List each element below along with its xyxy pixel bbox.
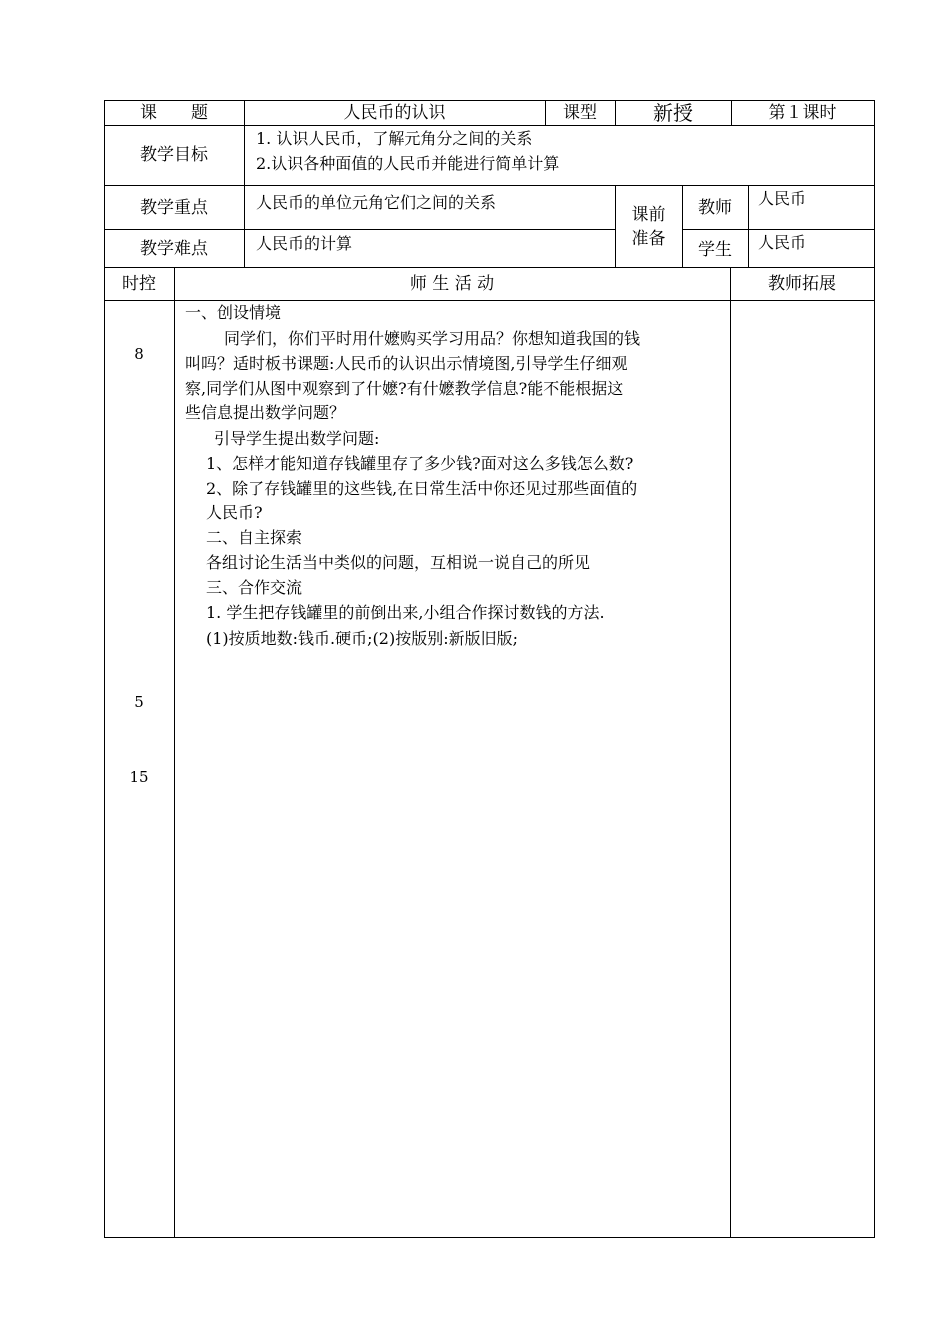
- rule-label-col: [244, 100, 245, 268]
- activity-line: 2、除了存钱罐里的这些钱,在日常生活中你还见过那些面值的: [206, 479, 638, 498]
- prep-teacher-value: 人民币: [758, 189, 807, 208]
- activity-line: 些信息提出数学问题？: [185, 403, 346, 422]
- prep-label: 准备: [631, 229, 666, 249]
- rule-prep-value: [748, 185, 749, 268]
- time-value: 15: [129, 768, 149, 786]
- extension-cell: [731, 301, 874, 1237]
- lesson-period: 第１课时: [768, 103, 837, 123]
- rule-right: [874, 100, 875, 1238]
- rule-time-col: [174, 267, 175, 1238]
- rule-header-bottom: [104, 125, 875, 126]
- prep-label: 课前: [631, 205, 666, 225]
- rule-prep-left: [615, 185, 616, 268]
- rule-left: [104, 100, 105, 1238]
- activity-line: 人民币?: [206, 503, 263, 522]
- difficulty-label: 教学难点: [140, 239, 208, 259]
- rule-focus-bottom: [104, 229, 616, 230]
- activity-line: 叫吗？适时板书课题:人民币的认识出示情境图,引导学生仔细观: [185, 354, 628, 373]
- activity-line: 1、怎样才能知道存钱罐里存了多少钱?面对这么多钱怎么数?: [206, 454, 634, 473]
- activity-line: 各组讨论生活当中类似的问题，互相说一说自己的所见: [206, 553, 591, 572]
- activity-line: 察,同学们从图中观察到了什嬷?有什嬷教学信息?能不能根据这: [185, 379, 624, 398]
- prep-student-value: 人民币: [758, 233, 807, 252]
- goal-line: 1. 认识人民币，了解元角分之间的关系: [256, 129, 533, 148]
- section-heading: 二、自主探索: [206, 528, 303, 547]
- activity-line: 引导学生提出数学问题:: [214, 429, 380, 448]
- rule-teacher-bottom: [682, 229, 875, 230]
- rule-top: [104, 100, 875, 101]
- activity-line: 同学们，你们平时用什嬷购买学习用品？你想知道我国的钱: [224, 329, 641, 348]
- lesson-type: 新授: [653, 101, 693, 125]
- goal-line: 2.认识各种面值的人民币并能进行简单计算: [256, 154, 560, 173]
- section-heading: 三、合作交流: [206, 578, 303, 597]
- column-header-activity: 师 生 活 动: [409, 274, 495, 294]
- rule-difficulty-bottom: [104, 267, 875, 268]
- difficulty-text: 人民币的计算: [256, 234, 353, 253]
- activity-line: (1)按质地数:钱币.硬币;(2)按版别:新版旧版;: [206, 629, 518, 648]
- activity-line: 1. 学生把存钱罐里的前倒出来,小组合作探讨数钱的方法.: [206, 603, 605, 622]
- section-heading: 一、创设情境: [185, 303, 282, 322]
- topic-label: 课 题: [140, 103, 208, 123]
- focus-text: 人民币的单位元角它们之间的关系: [256, 193, 497, 212]
- rule-bottom: [104, 1237, 875, 1238]
- lesson-type-label: 课型: [563, 103, 597, 123]
- column-header-time: 时控: [122, 274, 156, 294]
- focus-label: 教学重点: [140, 198, 208, 218]
- rule-goals-bottom: [104, 185, 875, 186]
- column-header-extension: 教师拓展: [768, 274, 836, 294]
- prep-teacher-label: 教师: [698, 198, 732, 218]
- topic-title: 人民币的认识: [343, 103, 446, 123]
- goals-label: 教学目标: [140, 145, 208, 165]
- prep-student-label: 学生: [698, 240, 732, 260]
- time-value: 5: [134, 693, 144, 711]
- time-value: 8: [134, 345, 144, 363]
